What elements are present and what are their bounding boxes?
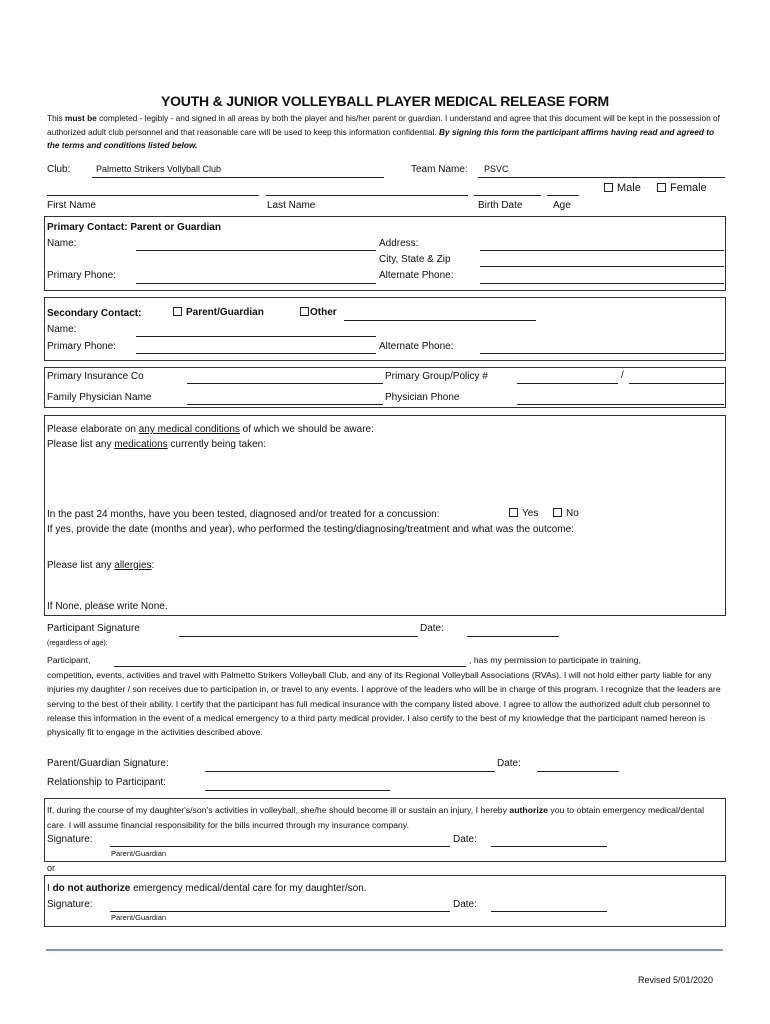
city-line[interactable] bbox=[480, 266, 724, 267]
secondary-phone-label: Primary Phone: bbox=[47, 341, 116, 352]
policy-label: Primary Group/Policy # bbox=[385, 371, 488, 382]
concussion-yes-option[interactable]: Yes bbox=[509, 508, 538, 519]
city-label: City, State & Zip bbox=[379, 254, 451, 265]
physician-label: Family Physician Name bbox=[47, 392, 152, 403]
medications-question[interactable]: Please list any medications currently being taken: bbox=[47, 439, 267, 450]
not-authorize-text: I do not authorize emergency medical/dental care for my daughter/son. bbox=[47, 883, 367, 894]
authorize-signature-label: Signature: bbox=[47, 834, 93, 845]
physician-line[interactable] bbox=[187, 404, 383, 405]
secondary-other-option[interactable]: Other bbox=[300, 307, 337, 318]
not-authorize-date-label: Date: bbox=[453, 899, 477, 910]
consent-body: competition, events, activities and travel with Palmetto Strikers Volleyball Club, and any of its Regional Volleyball Associations (RVAs). I will not hold either party liable for any injuries my daughter / son receives due to participation in, or travel to any events. I approve of the leaders who will be in charge of this program. I recognize that the leaders are serving to the best of their ability. I certify that the participant has full medical insurance with the company listed above. I agree to allow the authorized adult club personnel to release this information in the event of a medical emergency to a third party medical provider. I also certify to the best of my knowledge that the participant named hereon is physically fit to engage in the activities described above. bbox=[47, 670, 721, 738]
concussion-question: In the past 24 months, have you been tested, diagnosed and/or treated for a concussion: bbox=[47, 509, 440, 520]
policy-line[interactable] bbox=[629, 383, 724, 384]
first-name-line[interactable] bbox=[47, 195, 259, 196]
not-authorize-signature-line[interactable] bbox=[110, 911, 450, 912]
signature-note: (regardless of age): bbox=[47, 640, 108, 647]
primary-alt-phone-line[interactable] bbox=[480, 283, 724, 284]
intro-text: This must be completed - legibly - and signed in all areas by both the player and his/her parent or guardian. I understand and agree that this document will be kept in the possession of authorized adult club personnel and that reasonable care will be used to keep this information confidential. By signing this form the participant affirms having read and agreed to the terms and conditions listed below. bbox=[47, 113, 720, 150]
other-checkbox[interactable] bbox=[300, 307, 309, 316]
not-authorize-signature-label: Signature: bbox=[47, 899, 93, 910]
revised-date: Revised 5/01/2020 bbox=[638, 975, 714, 985]
secondary-alt-phone-label: Alternate Phone: bbox=[379, 341, 454, 352]
allergies-question[interactable]: Please list any allergies: bbox=[47, 560, 155, 571]
guardian-signature-line[interactable] bbox=[205, 771, 495, 772]
primary-name-label: Name: bbox=[47, 238, 77, 249]
authorize-text: If, during the course of my daughter's/son's activities in volleyball, she/he should become ill or sustain an injury, I hereby authorize you to obtain emergency medical/dental care. I will assume financial responsibility for the bills incurred through my insurance company. bbox=[47, 805, 705, 830]
female-checkbox[interactable] bbox=[657, 183, 666, 192]
authorize-signature-line[interactable] bbox=[110, 846, 450, 847]
not-authorize-under-label: Parent/Guardian bbox=[111, 913, 167, 922]
form-title: YOUTH & JUNIOR VOLLEYBALL PLAYER MEDICAL RELEASE FORM bbox=[160, 93, 610, 109]
consent-rest: , has my permission to participate in training, bbox=[469, 655, 641, 665]
physician-phone-label: Physician Phone bbox=[385, 392, 460, 403]
guardian-date-label: Date: bbox=[497, 758, 521, 769]
club-line bbox=[92, 177, 384, 178]
primary-alt-phone-label: Alternate Phone: bbox=[379, 270, 454, 281]
club-value[interactable]: Palmetto Strikers Vollyball Club bbox=[96, 164, 222, 174]
birth-date-label: Birth Date bbox=[478, 200, 523, 211]
age-label: Age bbox=[553, 200, 571, 211]
participant-date-line[interactable] bbox=[467, 636, 559, 637]
physician-phone-line[interactable] bbox=[517, 404, 724, 405]
authorize-under-label: Parent/Guardian bbox=[111, 849, 167, 858]
team-line bbox=[478, 177, 725, 178]
other-line[interactable] bbox=[344, 320, 536, 321]
insurance-co-line[interactable] bbox=[187, 383, 383, 384]
none-note: If None, please write None. bbox=[47, 601, 168, 612]
authorize-date-line[interactable] bbox=[491, 846, 607, 847]
age-line[interactable] bbox=[547, 195, 579, 196]
team-label: Team Name: bbox=[411, 164, 468, 175]
secondary-alt-phone-line[interactable] bbox=[480, 353, 724, 354]
male-checkbox[interactable] bbox=[604, 183, 613, 192]
last-name-line[interactable] bbox=[266, 195, 468, 196]
group-line[interactable] bbox=[517, 383, 618, 384]
relationship-label: Relationship to Participant: bbox=[47, 777, 166, 788]
guardian-signature-label: Parent/Guardian Signature: bbox=[47, 758, 169, 769]
secondary-guardian-option[interactable]: Parent/Guardian bbox=[173, 307, 264, 318]
no-checkbox[interactable] bbox=[553, 508, 562, 517]
primary-contact-heading: Primary Contact: Parent or Guardian bbox=[47, 222, 221, 233]
primary-phone-label: Primary Phone: bbox=[47, 270, 116, 281]
club-label: Club: bbox=[47, 164, 71, 175]
or-label: or bbox=[47, 863, 56, 873]
first-name-label: First Name bbox=[47, 200, 96, 211]
primary-name-line[interactable] bbox=[136, 250, 376, 251]
concussion-followup[interactable]: If yes, provide the date (months and year), who performed the testing/diagnosing/treatment and what was the outcome: bbox=[47, 524, 574, 535]
secondary-name-label: Name: bbox=[47, 324, 77, 335]
participant-signature-line[interactable] bbox=[179, 636, 418, 637]
primary-phone-line[interactable] bbox=[136, 283, 376, 284]
medical-conditions-question[interactable]: Please elaborate on any medical conditions of which we should be aware: bbox=[47, 424, 374, 435]
last-name-label: Last Name bbox=[267, 200, 316, 211]
guardian-date-line[interactable] bbox=[537, 771, 619, 772]
address-label: Address: bbox=[379, 238, 419, 249]
concussion-no-option[interactable]: No bbox=[553, 508, 579, 519]
secondary-name-line[interactable] bbox=[136, 336, 376, 337]
birth-date-line[interactable] bbox=[474, 195, 541, 196]
relationship-line[interactable] bbox=[205, 790, 390, 791]
consent-lead: Participant, bbox=[47, 655, 91, 665]
participant-name-line[interactable] bbox=[114, 666, 466, 667]
policy-slash: / bbox=[621, 370, 624, 381]
footer-divider bbox=[46, 949, 723, 951]
secondary-phone-line[interactable] bbox=[136, 353, 376, 354]
guardian-checkbox[interactable] bbox=[173, 307, 182, 316]
insurance-co-label: Primary Insurance Co bbox=[47, 371, 144, 382]
secondary-contact-heading: Secondary Contact: bbox=[47, 308, 142, 319]
participant-date-label: Date: bbox=[420, 623, 444, 634]
yes-checkbox[interactable] bbox=[509, 508, 518, 517]
male-option[interactable]: Male bbox=[604, 182, 641, 194]
female-option[interactable]: Female bbox=[657, 182, 707, 194]
authorize-date-label: Date: bbox=[453, 834, 477, 845]
team-value[interactable]: PSVC bbox=[484, 164, 509, 174]
participant-signature-label: Participant Signature bbox=[47, 623, 140, 634]
not-authorize-date-line[interactable] bbox=[491, 911, 607, 912]
address-line[interactable] bbox=[480, 250, 724, 251]
